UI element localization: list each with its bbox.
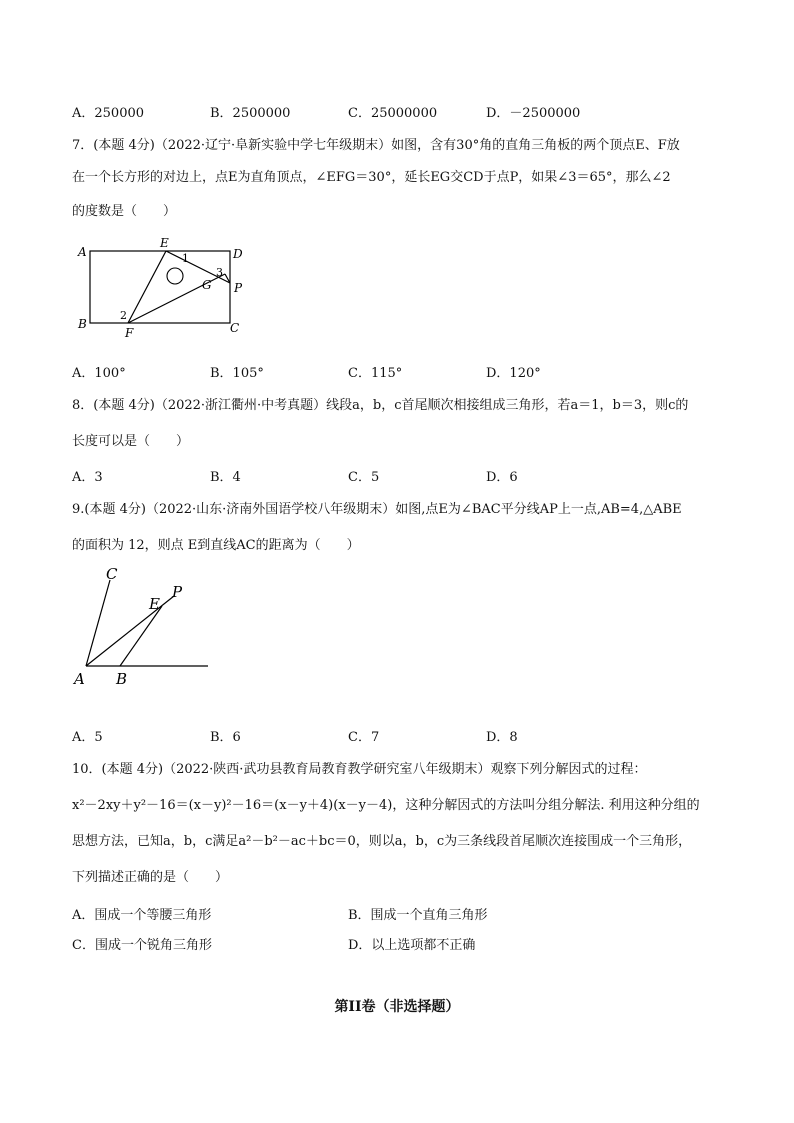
q8-option-b: B．4: [210, 470, 241, 485]
q8-option-a: A．3: [72, 470, 103, 485]
q10-stem-line4: 下列描述正确的是（ ）: [72, 870, 229, 885]
triangle-hole: [167, 268, 183, 284]
angle-2-label: 2: [120, 309, 127, 322]
q8-stem-line2: 长度可以是（ ）: [72, 434, 190, 449]
q9-option-b: B．6: [210, 730, 241, 745]
ray-ac: [86, 580, 110, 666]
q10-option-c: C．围成一个锐角三角形: [72, 938, 212, 953]
q9-option-d: D．8: [486, 730, 518, 745]
label-c: C: [230, 321, 240, 335]
q10-option-a: A．围成一个等腰三角形: [72, 908, 212, 923]
label-e: E: [149, 595, 160, 613]
label-p: P: [172, 583, 183, 601]
q7-stem-line3: 的度数是（ ）: [72, 204, 177, 219]
q10-stem-line1: 10．(本题 4分)（2022·陕西·武功县教育局教育教学研究室八年级期末）观察下列分解因式的过程：: [72, 762, 647, 777]
label-d: D: [233, 247, 243, 261]
label-g: G: [202, 278, 212, 292]
label-b: B: [78, 317, 87, 331]
q8-option-d: D．6: [486, 470, 518, 485]
segment-be: [120, 606, 162, 666]
q7-stem-line1: 7．(本题 4分)（2022·辽宁·阜新实验中学七年级期末）如图，含有30°角的直角三角板的两个顶点E、F放: [72, 138, 680, 153]
q8-stem-line1: 8．(本题 4分)（2022·浙江衢州·中考真题）线段a，b，c首尾顺次相接组成三角形，若a＝1，b＝3，则c的: [72, 398, 689, 413]
q7-option-a: A．100°: [72, 366, 126, 381]
label-f: F: [125, 326, 134, 340]
q9-option-c: C．7: [348, 730, 380, 745]
label-a: A: [74, 670, 85, 688]
q9-stem-line1: 9.(本题 4分)（2022·山东·济南外国语学校八年级期末）如图,点E为∠BAC平分线AP上一点,AB=4,△ABE: [72, 502, 682, 517]
q9-figure: [70, 562, 220, 692]
label-c: C: [106, 565, 118, 583]
q10-stem-line3: 思想方法，已知a，b，c满足a²－b²－ac＋bc＝0，则以a，b，c为三条线段首尾顺次连接围成一个三角形，: [72, 834, 692, 849]
section-title: 第II卷（非选择题）: [334, 999, 460, 1015]
segment-ef: [128, 251, 166, 323]
q7-option-b: B．105°: [210, 366, 264, 381]
q10-option-d: D．以上选项都不正确: [348, 938, 476, 953]
angle-1-label: 1: [182, 252, 189, 265]
q9-stem-line2: 的面积为 12，则点 E到直线AC的距离为（ ）: [72, 538, 360, 553]
q7-stem-line2: 在一个长方形的对边上，点E为直角顶点，∠EFG＝30°，延长EG交CD于点P，如果∠3＝65°，那么∠2: [72, 170, 671, 185]
q7-figure: [70, 234, 260, 344]
q6-option-d: D．－2500000: [486, 106, 581, 121]
q8-option-c: C．5: [348, 470, 380, 485]
angle-3-label: 3: [216, 266, 223, 279]
q9-option-a: A．5: [72, 730, 103, 745]
ray-ap: [86, 596, 174, 666]
q10-stem-line2: x²－2xy＋y²－16＝(x－y)²－16＝(x－y＋4)(x－y－4)，这种分解因式的方法叫分组分解法. 利用这种分组的: [72, 798, 700, 813]
q7-option-c: C．115°: [348, 366, 403, 381]
label-a: A: [78, 245, 87, 259]
q6-option-a: A．250000: [72, 106, 145, 121]
label-b: B: [116, 670, 128, 688]
q6-option-b: B．2500000: [210, 106, 291, 121]
q7-option-d: D．120°: [486, 366, 541, 381]
label-e: E: [160, 236, 169, 250]
q10-option-b: B．围成一个直角三角形: [348, 908, 488, 923]
label-p: P: [234, 281, 243, 295]
q6-option-c: C．25000000: [348, 106, 438, 121]
